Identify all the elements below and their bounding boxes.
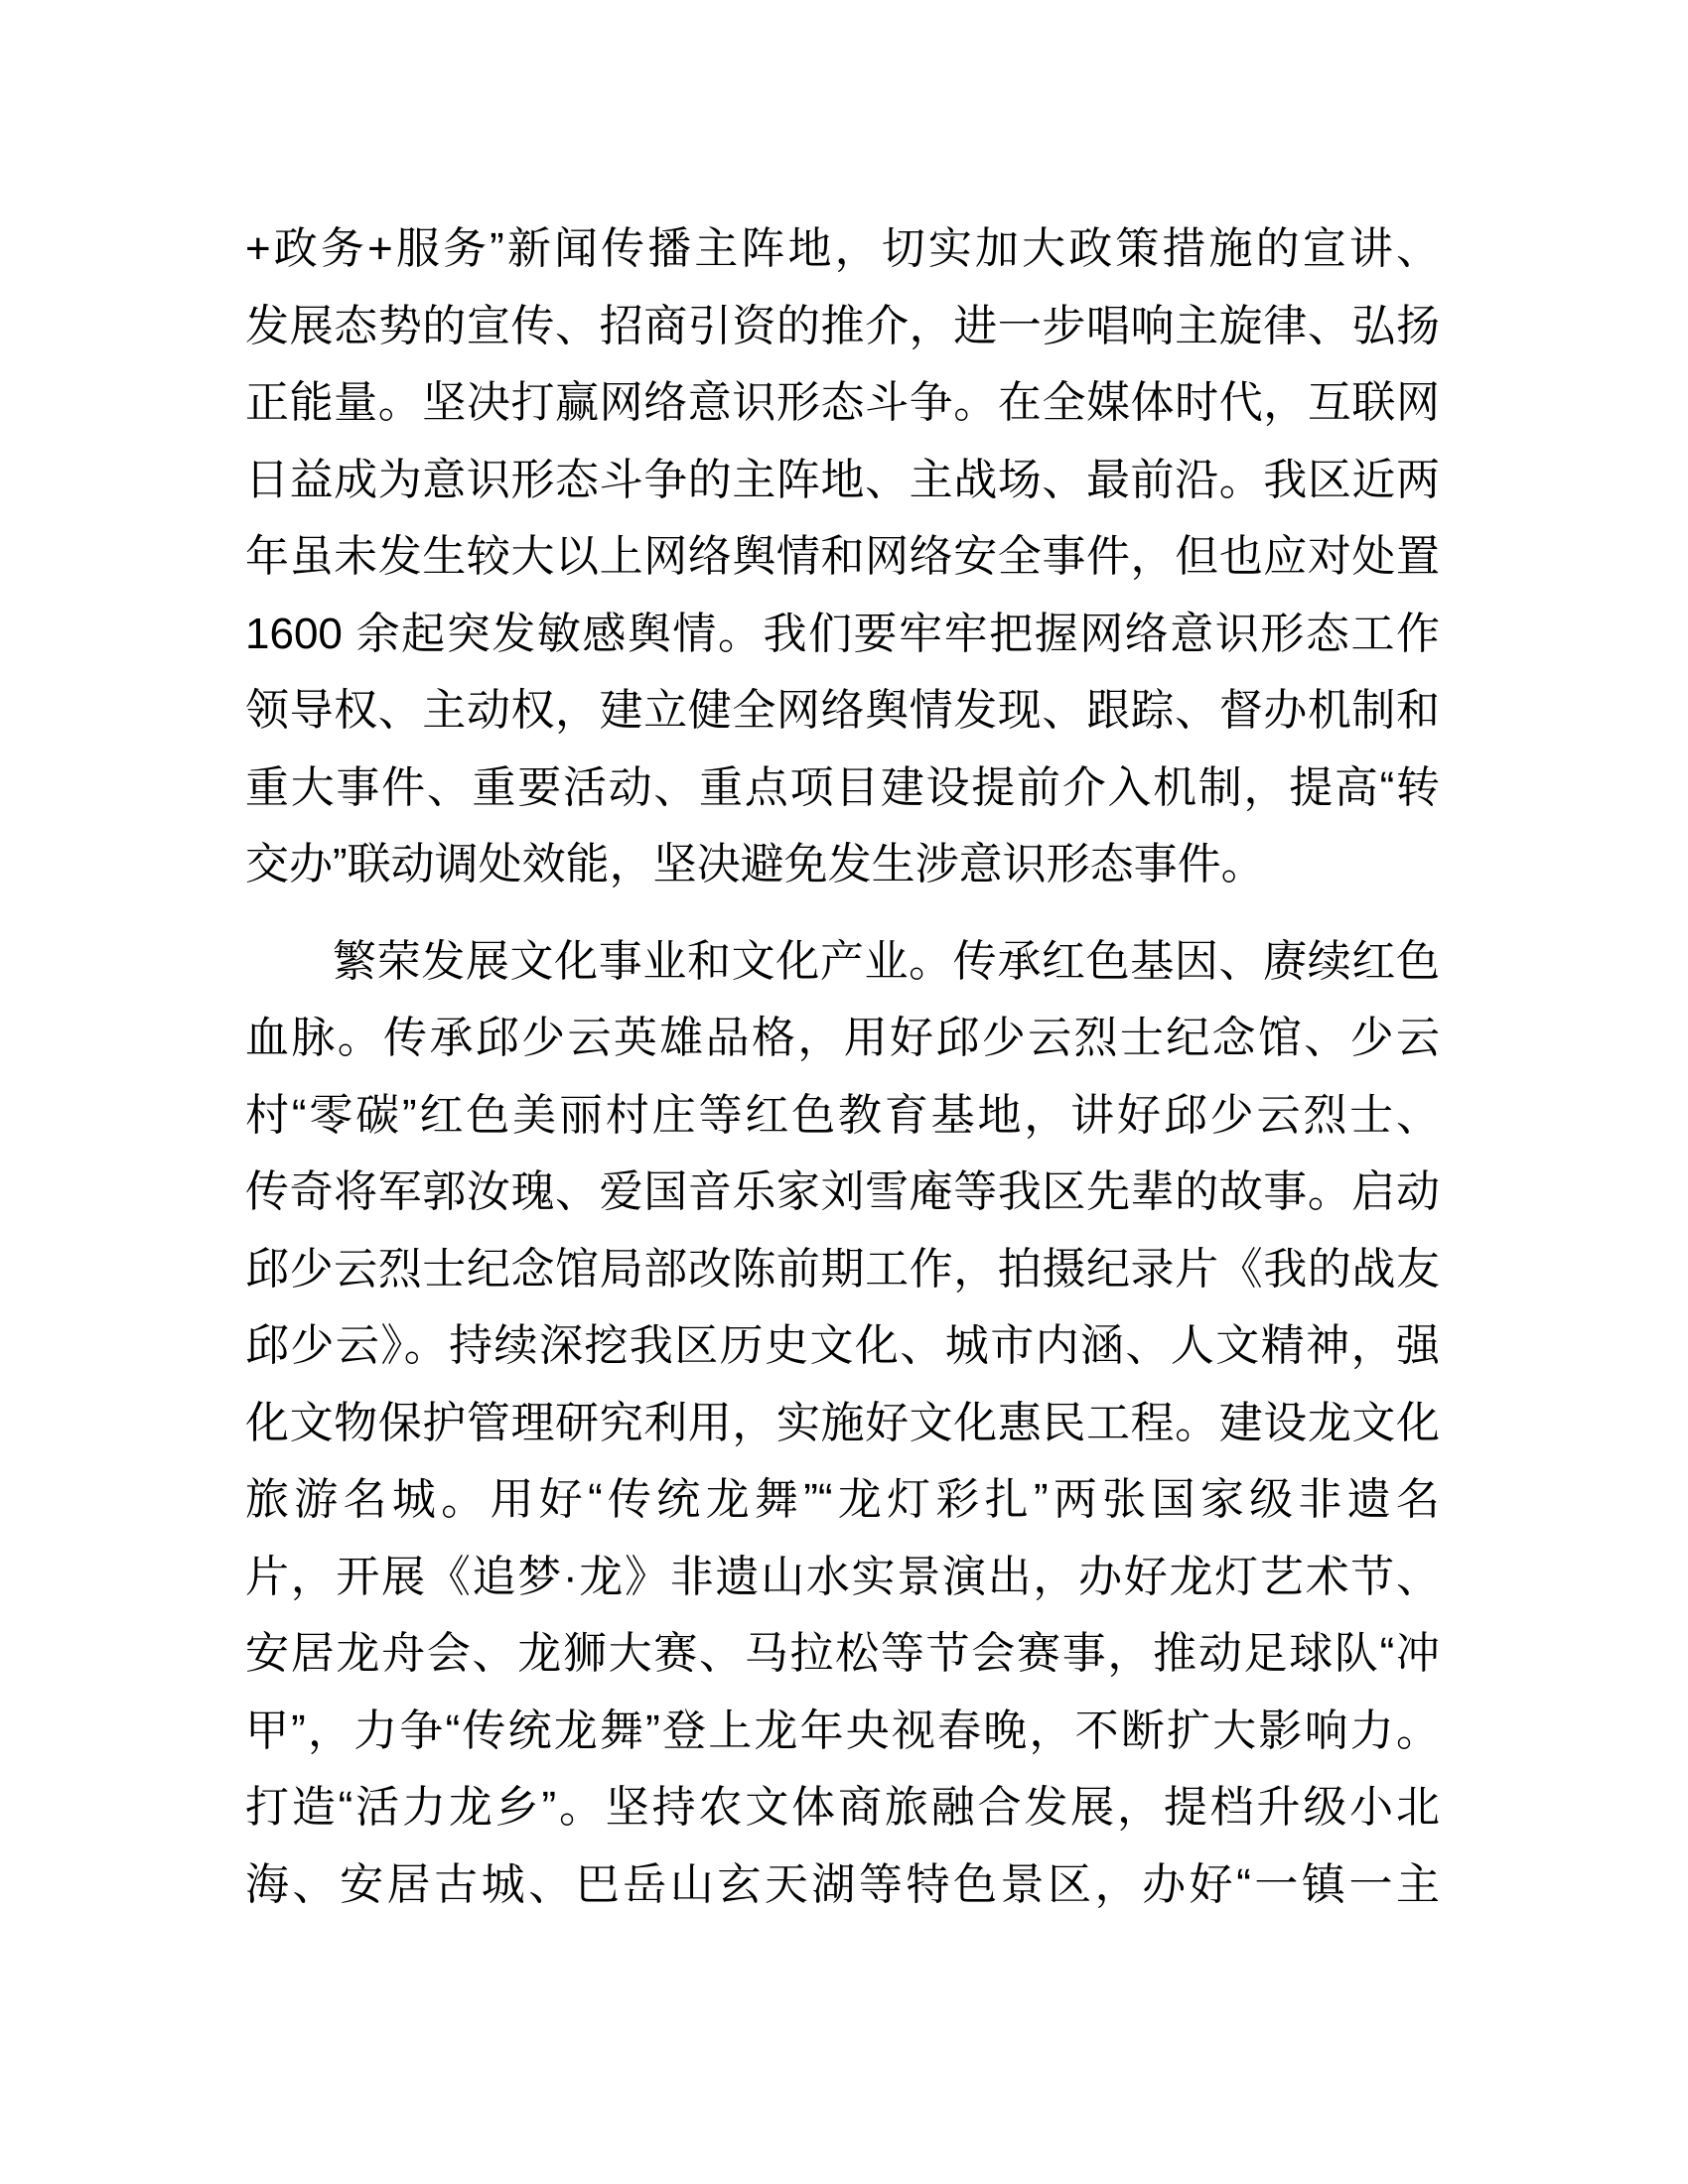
text-line: 邱少云》。持续深挖我区历史文化、城市内涵、人文精神，强: [245, 1321, 1440, 1370]
text-line: 海、安居古城、巴岳山玄天湖等特色景区，办好“一镇一主: [245, 1859, 1440, 1909]
text-line: 年虽未发生较大以上网络舆情和网络安全事件，但也应对处置: [245, 532, 1440, 581]
text-line: 传奇将军郭汝瑰、爱国音乐家刘雪庵等我区先辈的故事。启动: [245, 1167, 1440, 1216]
text-line: 甲”，力争“传统龙舞”登上龙年央视春晚，不断扩大影响力。: [245, 1706, 1440, 1755]
text-line: 打造“活力龙乡”。坚持农文体商旅融合发展，提档升级小北: [245, 1783, 1440, 1832]
paragraph: [245, 923, 1440, 1924]
text-line: 领导权、主动权，建立健全网络舆情发现、跟踪、督办机制和: [245, 686, 1440, 735]
text-line: 繁荣发展文化事业和文化产业。传承红色基因、赓续红色: [333, 936, 1440, 986]
text-line: 发展态势的宣传、招商引资的推介，进一步唱响主旋律、弘扬: [245, 301, 1440, 350]
text-line: 正能量。坚决打赢网络意识形态斗争。在全媒体时代，互联网: [245, 378, 1440, 427]
text-line: 村“零碳”红色美丽村庄等红色教育基地，讲好邱少云烈士、: [245, 1090, 1440, 1140]
text-line: 旅游名城。用好“传统龙舞”“龙灯彩扎”两张国家级非遗名: [245, 1475, 1440, 1524]
text-line: 重大事件、重要活动、重点项目建设提前介入机制，提高“转: [245, 762, 1440, 812]
text-line: 片，开展《追梦·龙》非遗山水实景演出，办好龙灯艺术节、: [245, 1552, 1440, 1601]
text-line: 邱少云烈士纪念馆局部改陈前期工作，拍摄纪录片《我的战友: [245, 1244, 1440, 1294]
text-line: 日益成为意识形态斗争的主阵地、主战场、最前沿。我区近两: [245, 455, 1440, 504]
text-line: 化文物保护管理研究利用，实施好文化惠民工程。建设龙文化: [245, 1398, 1440, 1447]
paragraph: [245, 210, 1440, 903]
text-line: 1600 余起突发敏感舆情。我们要牢牢把握网络意识形态工作: [245, 609, 1440, 658]
text-line: 血脉。传承邱少云英雄品格，用好邱少云烈士纪念馆、少云: [245, 1014, 1440, 1062]
text-line: 安居龙舟会、龙狮大赛、马拉松等节会赛事，推动足球队“冲: [245, 1629, 1440, 1678]
text-line: +政务+服务”新闻传播主阵地，切实加大政策措施的宣讲、: [245, 224, 1440, 273]
text-line: 交办”联动调处效能，坚决避免发生涉意识形态事件。: [245, 840, 1265, 888]
